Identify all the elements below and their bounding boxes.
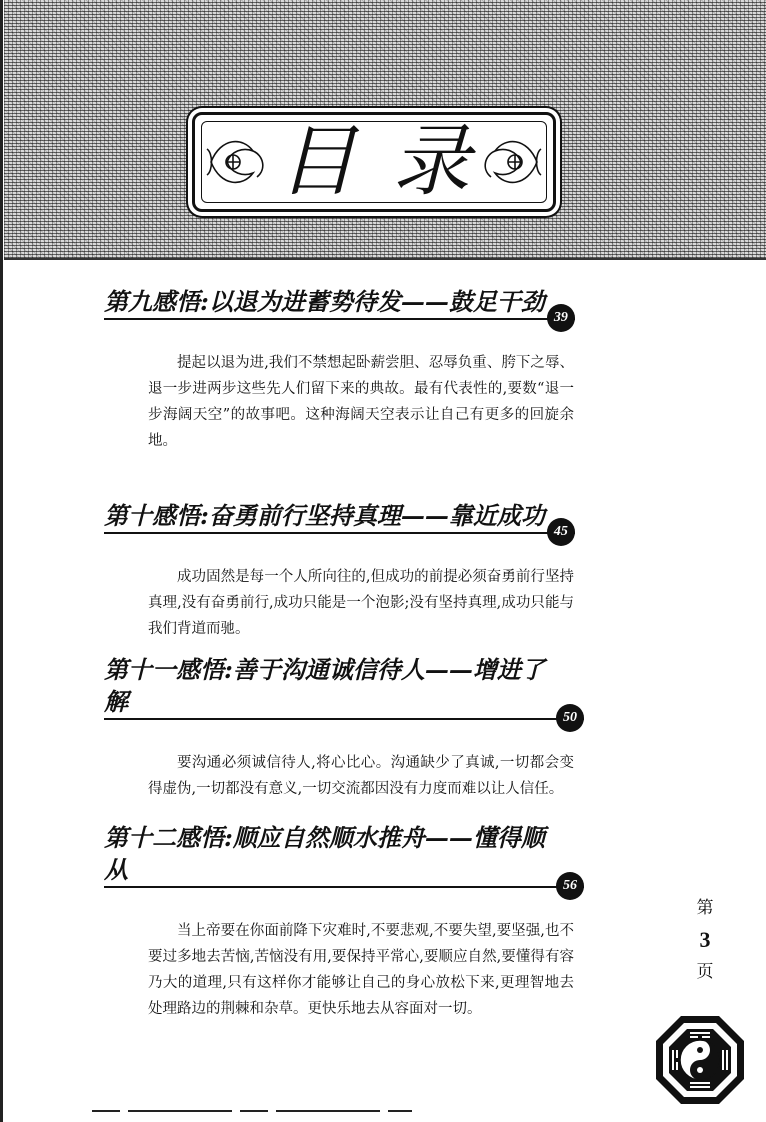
header-band: [4, 0, 766, 260]
bagua-yin-yang-icon: [654, 1014, 746, 1106]
toc-entry-heading[interactable]: 第十感悟:奋勇前行坚持真理——靠近成功 45: [104, 500, 575, 534]
footer-rule: [92, 1110, 412, 1112]
toc-entry: [104, 500, 584, 642]
toc-entry-heading[interactable]: 第十一感悟:善于沟通诚信待人——增进了解 50: [104, 654, 584, 720]
side-page-value: 3: [699, 927, 711, 952]
toc-entry: [104, 286, 584, 454]
page-number-badge: 56: [556, 872, 584, 900]
toc-entry-summary: 当上帝要在你面前降下灾难时,不要悲观,不要失望,要坚强,也不要过多地去苦恼,苦恼没有用,要保持平常心,要顺应自然,要懂得有容乃大的道理,只有这样你才能够让自己的身心放松下来,更理智地去处理路边的荆棘和杂草。更快乐地去从容面对一切。: [148, 923, 574, 1017]
toc-entry-summary: 成功固然是每一个人所向往的,但成功的前提必须奋勇前行坚持真理,没有奋勇前行,成功只能是一个泡影;没有坚持真理,成功只能与我们背道而驰。: [148, 569, 574, 637]
title-frame: [192, 112, 556, 212]
page-number-badge: 45: [547, 518, 575, 546]
page-number-badge: 50: [556, 704, 584, 732]
floral-ornament-icon: [475, 129, 545, 195]
side-page-prefix: 第: [696, 898, 714, 918]
page-number-badge: 39: [547, 304, 575, 332]
toc-entry: [104, 822, 584, 1022]
page-left-edge: [0, 0, 3, 1122]
toc-entry: [104, 654, 584, 802]
toc-entry-summary: 提起以退为进,我们不禁想起卧薪尝胆、忍辱负重、胯下之辱、退一步进两步这些先人们留下来的典故。最有代表性的,要数“退一步海阔天空”的故事吧。这种海阔天空表示让自己有更多的回旋余地。: [148, 355, 574, 449]
toc-entry-summary: 要沟通必须诚信待人,将心比心。沟通缺少了真诚,一切都会变得虚伪,一切都没有意义,一切交流都因没有力度而难以让人信任。: [148, 755, 574, 797]
side-page-suffix: 页: [696, 962, 714, 982]
toc-entry-heading[interactable]: 第十二感悟:顺应自然顺水推舟——懂得顺从 56: [104, 822, 584, 888]
page-title: 目录: [277, 117, 507, 207]
side-page-number: [690, 892, 720, 988]
toc-entry-heading[interactable]: 第九感悟:以退为进蓄势待发——鼓足干劲 39: [104, 286, 575, 320]
